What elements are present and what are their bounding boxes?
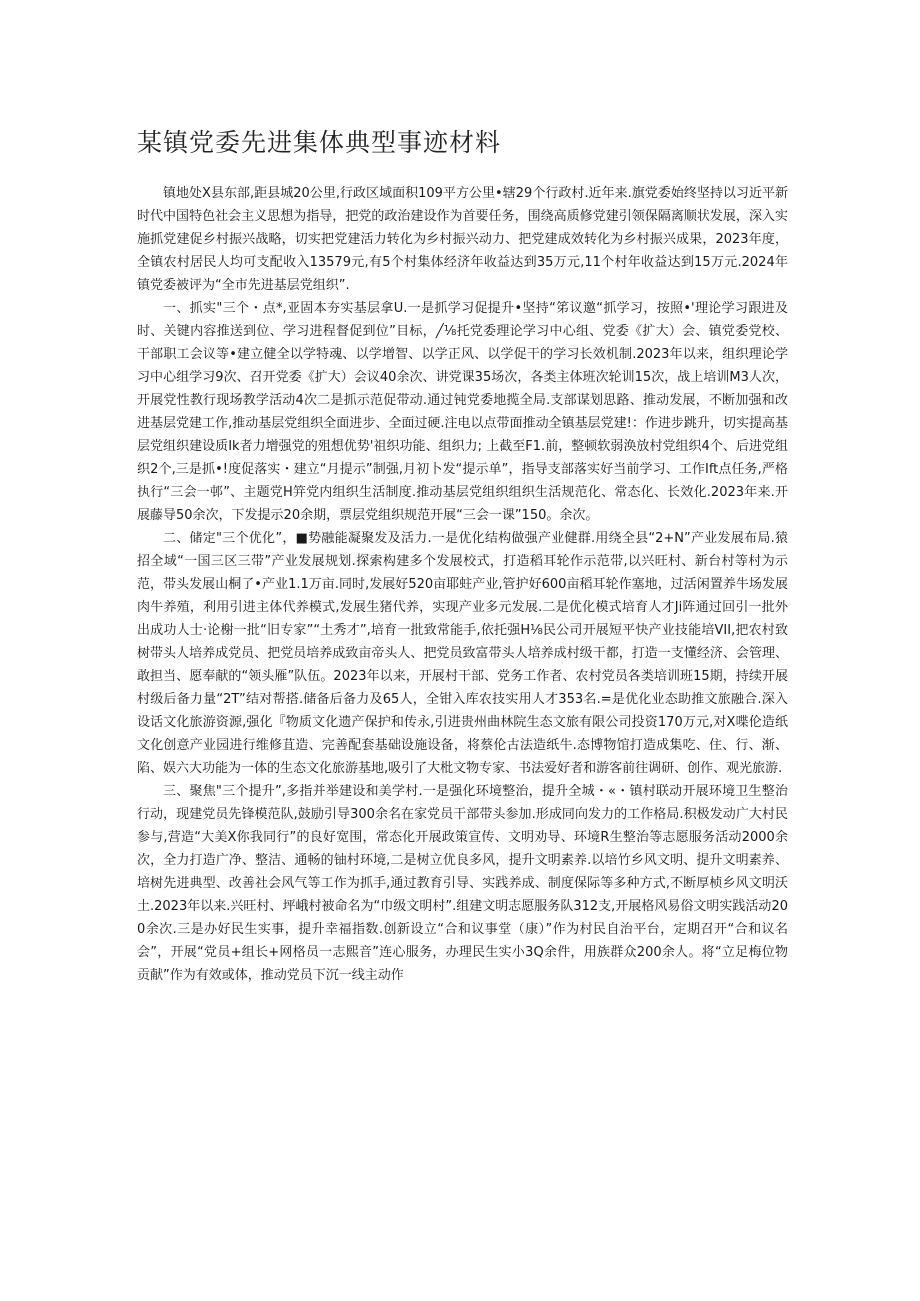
section-one-paragraph: 一、抓实"三个・点*,亚固本夯实基层拿U.一是抓学习促提升•坚持“笫议邀“抓学习，按照•'理论学习跟进及时、关键内容推送到位、学习进程督促到位”目标，╱⅛托党委理论学习中心组、党委《扩大）会、镇党委党校、干部职工会议等•建立健全以学特魂、以学增智、以学正风、以学促干的学习长效机制.2023年以来，组织理论学习中心组学习9次、召开党委《扩大）会议40余次、讲党课35场次，各类主体班次轮训15次，战上培训M3人次，开展党性教行现场教学活动4次二是抓示范促带动.通过钝党委地揽全局.支部谋划思路、推动发展，不断加强和改进基层党建工作,推动基层党组织全面进步、全面过硬.注电以点带面推动全镇基层党建!：作进步跳升，切实提高基层党组织建设质Ik者力增强党的殂想优势'祖织功能、组织力; 上截至F1.前，整顿软弱涣放村党组织4个、后进党组织2个,三是抓•!度促落实・建立“月提示”制强,月初卜发“提示单”，指导支部落实好当前学习、工作Ift点任务,严格执行“三会一邨”、主题党H笄党内组织生活制度.推动基层党组织组织生活规范化、常态化、长效化.2023年来.开展藤导50余次，下发提示20余期，票层党组织规范开展“三会一课”150。余次。: [137, 301, 788, 523]
intro-paragraph: 镇地处X县东部,距县城20公里,行政区域面积109平方公里•辖29个行政村.近年来.旗党委始终坚持以习近平新时代中国特色社会主义思想为指导，把党的政治建设作为首要任务，围绕高质修党建引领保隔离顺状发展，深入实施抓党建促乡村振兴战略，切实把党建活力转化为乡村振兴动力、把党建成效转化为乡村振兴成果，2023年度，全镇农村居民人均可支配收入13579元,有5个村集体经济年收益达到35万元,11个村年收益达到15万元.2024年镇党委被评为“全市先进基层党组织”.: [137, 186, 788, 293]
document-body: [137, 182, 788, 987]
section-two-paragraph: 二、储定"三个优化”，■势融能凝聚发及活力.一是优化结构做强产业健群.用绕全县“2+N”产业发展布局.猿招全域“一国三区三带”产业发展规划.探索构建多个发展校式，打造稻耳轮作示范带,以兴旺村、新台村等村为示范，带头发展山桐了•产业1.1万亩.同时,发展好520亩耶蛀产业,管护好600亩稻耳轮作塞地，过活闲置养牛场发展肉牛养殖，利用引进主体代养模式,发展生猪代养，实现产业多元发展.二是优化模式培育人才Ji阵通过回引一批外出成功人士·论榭一批“旧专家”“土秀才”,培育一批致常能手,依托强H⅛民公司开展短平快产业技能培VII,把农村致树带头人培养成党员、把党员培养成致亩帝头人、把党员致富带头人培养成村级干都，打造一支懂经济、会管理、敢担当、愿奉献的“领头雁”队伍。2023年以来，开展村干部、党务工作者、农村党员各类培训班15期，持续开展村级后备力量“2T”结对帮搭.储备后备力及65人，全钳入库农技实用人才353名.=是优化业态助推文旅融合.深入设话文化旅游资源,强化『物质文化遗产保护和传永,引进贵州曲林院生态文旅有限公司投资170万元,对X喋伦造纸文化创意产业园进行维修苴造、完善配套基础设施设备，将蔡伦古法造纸牛.态博物馆打造成集吃、住、行、渐、陷、娱六大功能为一体的生态文化旅游基地,吸引了大枇文物专家、书法爱好者和游客前往调研、创作、观光旅游.: [137, 531, 788, 776]
section-three-paragraph: 三、聚焦"三个提升”,多指并举建设和美学村.一是强化环境整治，提升全城・«・镇村联动开展环境卫生整治行动，现建党员先锋模范队,鼓励引导300余名在家党员干部带头参加.形成同向发力的工作格局.积极发动广大村民参与,营造“大美X你我同行”的良好宽围，常态化开展政策宣传、文明劝导、环境R生整治等志愿服务活动2000余次，全力打造广净、整洁、通畅的铀村环境,二是树立优良多风，提升文明素养.以培竹乡风文明、提升文明素养、培树先进典型、改善社会风气等工作为抓手,通过教育引导、实践养成、制度保际等多种方式,不断厚桢乡风文明沃土.2023年以来.兴旺村、坪峨村被命名为“巾级文明村”.组建文明志愿服务队312支,开展格风易俗文明实践活动200余次.三是办好民生实事，提升幸福指数.创新设立“合和议事堂（康）”作为村民自治平台，定期召开“合和议名会”，开展“党员+组长+网格员一志熙音”连心服务，办理民生实小3Q余件，用族群众200余人。将“立足梅位物贡献”作为有效或体，推动党员下沉一线主动作: [137, 784, 788, 983]
document-title: 某镇党委先进集体典型事迹材料: [137, 128, 502, 157]
